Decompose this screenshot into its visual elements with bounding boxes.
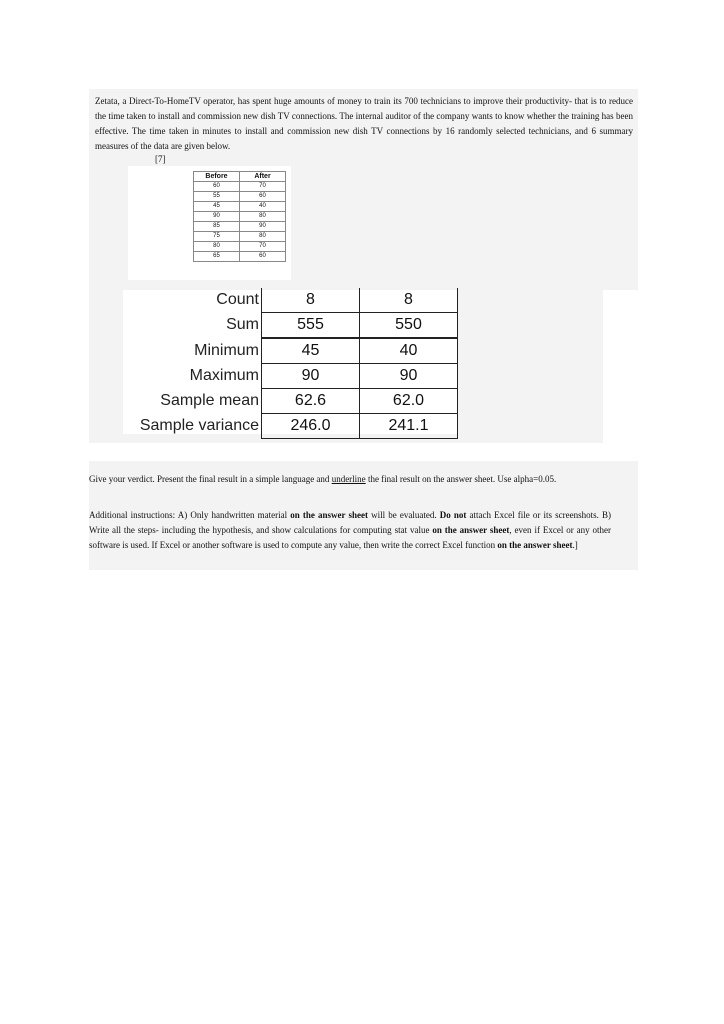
verdict-text <box>89 472 611 487</box>
summary-before-value: 90 <box>262 364 360 389</box>
instr-s4: , even if Excel or any other software is used. If Excel or another software is used to compute any value, then write the correct Excel function <box>89 525 611 550</box>
header-before: Before <box>194 172 240 182</box>
summary-before-value: 8 <box>262 288 360 313</box>
instr-s3: attach Excel file or its screenshots. B) Write all the steps- including the hypothesis, and show calculations for computing stat value <box>89 510 612 535</box>
table-row <box>194 202 286 212</box>
summary-row-count <box>123 288 458 313</box>
marks-label: [7] <box>155 154 166 164</box>
summary-label: Maximum <box>123 364 262 389</box>
summary-row-minimum <box>123 338 458 364</box>
table-row <box>194 242 286 252</box>
summary-label: Count <box>123 288 262 313</box>
instr-b4: on the answer sheet <box>497 540 573 550</box>
instr-b2: Do not <box>439 510 467 520</box>
summary-after-value: 8 <box>360 288 458 313</box>
additional-instructions <box>89 508 611 553</box>
before-cell: 75 <box>194 232 240 242</box>
instr-s1: Additional instructions: A) Only handwritten material <box>89 510 288 520</box>
summary-before-value: 45 <box>262 338 360 364</box>
verdict-part2: the final result on the answer sheet. Use alpha=0.05. <box>367 474 557 484</box>
after-cell: 60 <box>240 192 286 202</box>
before-cell: 85 <box>194 222 240 232</box>
instr-s2: will be evaluated. <box>371 510 437 520</box>
after-cell: 80 <box>240 212 286 222</box>
raw-data-table <box>193 171 286 262</box>
before-cell: 80 <box>194 242 240 252</box>
instr-b1: on the answer sheet <box>290 510 368 520</box>
table-row <box>194 252 286 262</box>
summary-before-value: 62.6 <box>262 389 360 414</box>
problem-text: Zetata, a Direct-To-HomeTV operator, has spent huge amounts of money to train its 700 technicians to improve their productivity- that is to reduce the time taken to install and commission new dish TV connections. The internal auditor of the company wants to know whether the training has been effective. The time taken in minutes to install and commission new dish TV connections by 16 randomly selected technicians, and 6 summary measures of the data are given below. <box>95 96 633 151</box>
before-cell: 45 <box>194 202 240 212</box>
before-cell: 65 <box>194 252 240 262</box>
table-row <box>194 222 286 232</box>
instr-b3: on the answer sheet <box>432 525 510 535</box>
summary-after-value: 40 <box>360 338 458 364</box>
raw-header-row <box>194 172 286 182</box>
summary-after-value: 62.0 <box>360 389 458 414</box>
summary-after-value: 550 <box>360 313 458 339</box>
summary-label: Sum <box>123 313 262 339</box>
table-row <box>194 232 286 242</box>
after-cell: 40 <box>240 202 286 212</box>
summary-label: Sample mean <box>123 389 262 414</box>
verdict-part1: Give your verdict. Present the final result in a simple language and <box>89 474 330 484</box>
summary-before-value: 555 <box>262 313 360 339</box>
summary-label: Minimum <box>123 338 262 364</box>
after-cell: 60 <box>240 252 286 262</box>
instr-s5: .] <box>572 540 578 550</box>
after-cell: 70 <box>240 242 286 252</box>
after-cell: 70 <box>240 182 286 192</box>
summary-label: Sample variance <box>123 414 262 439</box>
summary-before-value: 246.0 <box>262 414 360 439</box>
table-row <box>194 192 286 202</box>
table-row <box>194 182 286 192</box>
table-row <box>194 212 286 222</box>
summary-row-variance <box>123 414 458 439</box>
after-cell: 80 <box>240 232 286 242</box>
summary-row-maximum <box>123 364 458 389</box>
before-cell: 55 <box>194 192 240 202</box>
summary-after-value: 90 <box>360 364 458 389</box>
header-after: After <box>240 172 286 182</box>
verdict-underline-word: underline <box>331 474 366 484</box>
summary-row-sum <box>123 313 458 339</box>
summary-row-mean <box>123 389 458 414</box>
before-cell: 90 <box>194 212 240 222</box>
before-cell: 60 <box>194 182 240 192</box>
summary-table <box>123 288 458 439</box>
after-cell: 90 <box>240 222 286 232</box>
summary-after-value: 241.1 <box>360 414 458 439</box>
